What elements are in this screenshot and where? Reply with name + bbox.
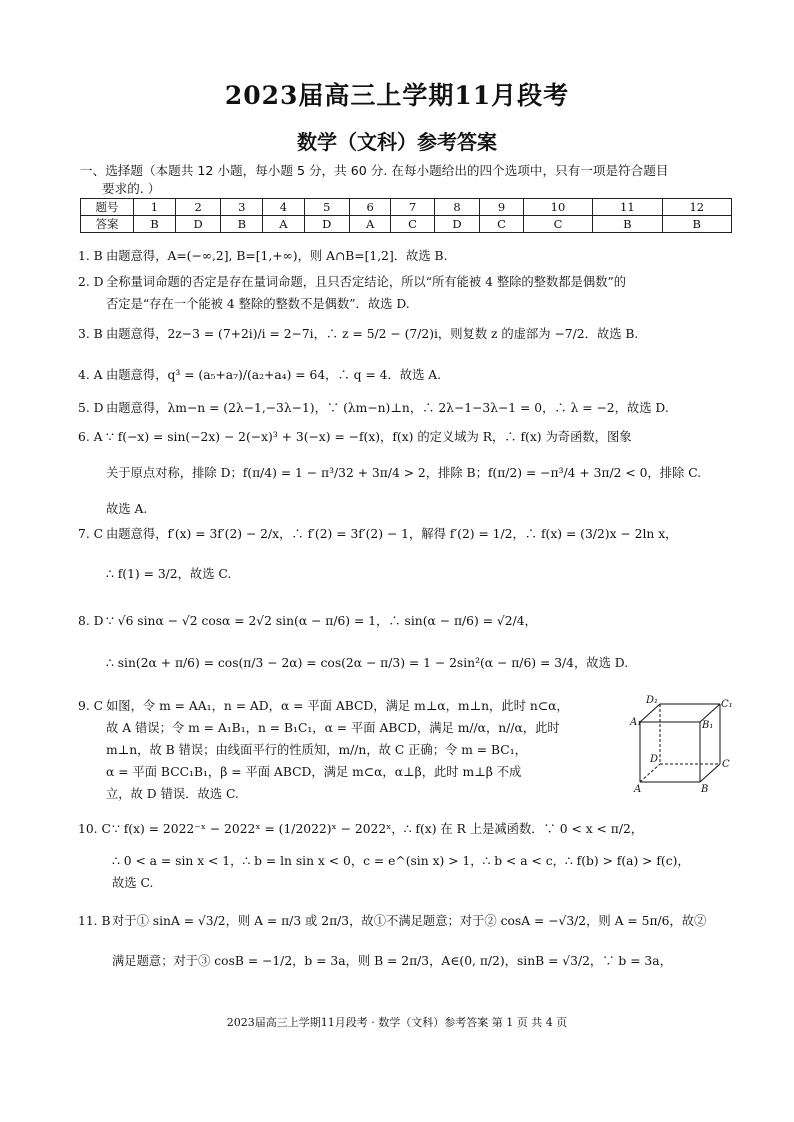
item-line: 满足题意；对于③ cosB = −1/2，b = 3a，则 B = 2π/3，A∈(0, π/2)，sinB = √3/2，∵ b = 3a， <box>112 954 672 968</box>
item-line: 由题意得，f′(x) = 3f′(2) − 2/x，∴ f′(2) = 3f′(2) − 1，解得 f′(2) = 1/2，∴ f(x) = (3/2)x − 2ln x， <box>106 527 678 541</box>
table-cell: B <box>593 216 662 233</box>
answer-item-4 <box>78 366 728 384</box>
table-cell: 10 <box>523 199 592 216</box>
answer-item-11 <box>78 912 728 970</box>
table-cell: B <box>662 216 731 233</box>
table-cell: B <box>134 216 176 233</box>
item-line: 故 A 错误；令 m = A₁B₁，n = B₁C₁，α = 平面 ABCD，满足 m//α，n//α，此时 <box>106 721 560 735</box>
item-number: 8. D <box>78 614 104 628</box>
table-cell: 12 <box>662 199 731 216</box>
item-line: α = 平面 BCC₁B₁，β = 平面 ABCD，满足 m⊂α，α⊥β，此时 m⊥β 不成 <box>106 765 522 779</box>
item-line: m⊥n，故 B 错误；由线面平行的性质知，m//n，故 C 正确；令 m = BC₁， <box>106 743 527 757</box>
item-line: 故选 A. <box>106 502 148 516</box>
item-line: 由题意得，q³ = (a₅+a₇)/(a₂+a₄) = 64，∴ q = 4．故选 A. <box>106 368 442 382</box>
item-line: ∴ sin(2α + π/6) = cos(π/3 − 2α) = cos(2α − π/3) = 1 − 2sin²(α − π/6) = 3/4，故选 D. <box>106 656 629 670</box>
table-cell: C <box>523 216 592 233</box>
table-cell: 8 <box>434 199 479 216</box>
item-line: 故选 C. <box>112 876 154 890</box>
answer-table-answer-row <box>81 216 732 233</box>
table-cell: 5 <box>304 199 349 216</box>
table-cell: B <box>221 216 263 233</box>
table-cell: 1 <box>134 199 176 216</box>
answer-item-6 <box>78 428 728 518</box>
table-cell: A <box>263 216 304 233</box>
label-d: D <box>650 754 659 765</box>
table-cell: C <box>391 216 435 233</box>
answer-item-7 <box>78 525 728 583</box>
item-line: ∴ 0 < a = sin x < 1，∴ b = ln sin x < 0，c = e^(sin x) > 1，∴ b < a < c，∴ f(b) > f(a) > f(c)， <box>112 854 690 868</box>
label-b1: B₁ <box>702 720 714 731</box>
item-line: ∵ f(x) = 2022⁻ˣ − 2022ˣ = (1/2022)ˣ − 2022ˣ，∴ f(x) 在 R 上是减函数．∵ 0 < x < π/2， <box>112 822 644 836</box>
item-number: 6. A <box>78 430 103 444</box>
item-number: 3. B <box>78 327 103 341</box>
hidden-edge-ad <box>640 764 660 782</box>
label-d1: D₁ <box>646 695 659 706</box>
table-cell: 9 <box>480 199 524 216</box>
item-number: 1. B <box>78 249 103 263</box>
table-cell: 4 <box>263 199 304 216</box>
answer-item-1 <box>78 247 728 265</box>
section-heading <box>80 162 730 198</box>
label-c: C <box>722 759 730 770</box>
item-line: 全称量词命题的否定是存在量词命题，且只否定结论，所以“所有能被 4 整除的整数都是偶数”的 <box>106 275 627 289</box>
item-line: 关于原点对称，排除 D；f(π/4) = 1 − π³/32 + 3π/4 > 2，排除 B；f(π/2) = −π³/4 + 3π/2 < 0，排除 C. <box>106 466 702 480</box>
item-line: 由题意得，2z−3 = (7+2i)/i = 2−7i，∴ z = 5/2 − (7/2)i，则复数 z 的虚部为 −7/2．故选 B. <box>106 327 639 341</box>
item-line: ∵ f(−x) = sin(−2x) − 2(−x)³ + 3(−x) = −f(x)，f(x) 的定义域为 R，∴ f(x) 为奇函数，图象 <box>106 430 632 444</box>
item-line: 由题意得，λm−n = (2λ−1,−3λ−1)，∵ (λm−n)⊥n，∴ 2λ−1−3λ−1 = 0，∴ λ = −2，故选 D. <box>106 401 669 415</box>
item-number: 5. D <box>78 401 104 415</box>
item-line: 对于① sinA = √3/2，则 A = π/3 或 2π/3，故①不满足题意；对于② cosA = −√3/2，则 A = 5π/6，故② <box>112 914 707 928</box>
page-title: 2023届高三上学期11月段考 <box>224 81 570 110</box>
table-cell: D <box>434 216 479 233</box>
table-cell: A <box>350 216 391 233</box>
label-c1: C₁ <box>721 699 733 710</box>
table-cell: 2 <box>175 199 220 216</box>
item-line: ∵ √6 sinα − √2 cosα = 2√2 sin(α − π/6) = 1，∴ sin(α − π/6) = √2/4， <box>106 614 537 628</box>
item-number: 9. C <box>78 699 104 713</box>
item-number: 7. C <box>78 527 104 541</box>
item-line: 如图，令 m = AA₁，n = AD，α = 平面 ABCD，满足 m⊥α，m⊥n，此时 n⊂α， <box>106 699 569 713</box>
page-footer: 2023届高三上学期11月段考 · 数学（文科）参考答案 第 1 页 共 4 页 <box>226 1016 568 1029</box>
answer-item-8 <box>78 612 728 672</box>
edge-a1d1 <box>640 704 660 722</box>
label-a1: A₁ <box>630 717 642 728</box>
answer-item-2 <box>78 273 728 313</box>
answer-table-row-label: 答案 <box>81 216 134 233</box>
label-a: A <box>634 784 642 795</box>
answer-item-10 <box>78 820 728 892</box>
item-number: 2. D <box>78 275 104 289</box>
page-subtitle: 数学（文科）参考答案 <box>297 130 497 154</box>
answer-table-row-label: 题号 <box>81 199 134 216</box>
item-line: 立，故 D 错误．故选 C. <box>106 787 239 801</box>
table-cell: 3 <box>221 199 263 216</box>
section-heading-line1: 一、选择题（本题共 12 小题，每小题 5 分，共 60 分. 在每小题给出的四个选项中，只有一项是符合题目 <box>80 163 669 178</box>
item-number: 4. A <box>78 368 103 382</box>
answer-item-9 <box>78 697 623 803</box>
answer-table-number-row <box>81 199 732 216</box>
item-line: ∴ f(1) = 3/2，故选 C. <box>106 567 232 581</box>
table-cell: 7 <box>391 199 435 216</box>
edge-bc <box>700 764 720 782</box>
table-cell: D <box>175 216 220 233</box>
table-cell: D <box>304 216 349 233</box>
item-number: 10. C <box>78 822 111 836</box>
item-line: 由题意得，A=(−∞,2], B=[1,+∞)，则 A∩B=[1,2]．故选 B. <box>106 249 448 263</box>
table-cell: 6 <box>350 199 391 216</box>
item-line: 否定是“存在一个能被 4 整除的整数不是偶数”．故选 D. <box>106 297 410 311</box>
answer-item-3 <box>78 325 728 343</box>
label-b: B <box>701 784 709 795</box>
table-cell: 11 <box>593 199 662 216</box>
answer-item-5 <box>78 399 728 417</box>
answer-table <box>80 198 732 233</box>
cube-figure <box>630 694 733 795</box>
table-cell: C <box>480 216 524 233</box>
item-number: 11. B <box>78 914 111 928</box>
section-heading-line2: 要求的. ） <box>102 181 161 196</box>
